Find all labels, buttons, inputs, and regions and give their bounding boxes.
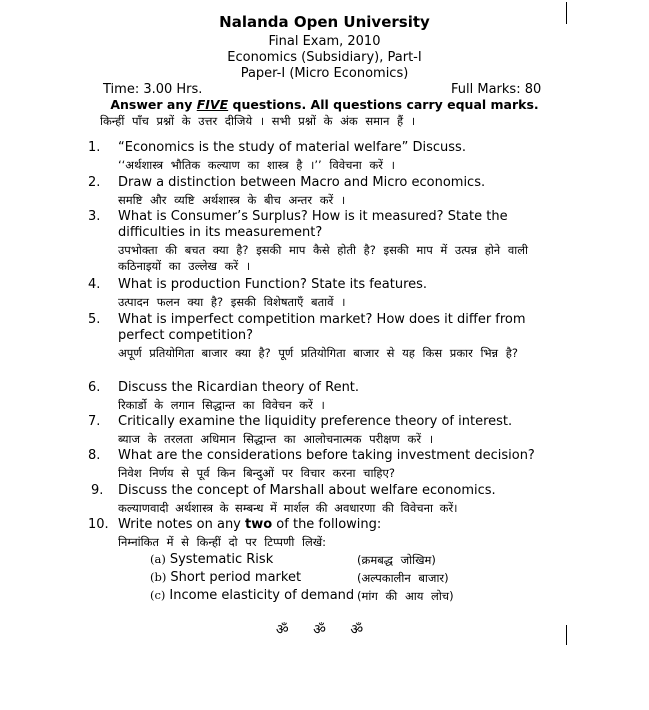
exam-title: Final Exam, 2010: [268, 34, 381, 49]
instruction-post: questions. All questions carry equal marks.: [228, 97, 539, 112]
paper-title: Paper-I (Micro Economics): [240, 66, 409, 81]
question-text-english: What is production Function? State its features.: [118, 277, 428, 292]
subitem-letter: (c): [150, 588, 166, 602]
subitem-b: [150, 570, 301, 585]
question-text-hindi: समष्टि और व्यष्टि अर्थशास्त्र के बीच अन्तर करें ।: [118, 193, 346, 207]
question-text-hindi: उत्पादन फलन क्या है? इसकी विशेषताएँ बतावें ।: [118, 295, 346, 309]
question-text-english: Draw a distinction between Macro and Micro economics.: [118, 175, 486, 190]
subitem-hindi: (मांग की आय लोच): [357, 589, 454, 603]
question-text-hindi: ‘‘अर्थशास्त्र भौतिक कल्याण का शास्त्र है ।’’ विवेचना करें ।: [118, 158, 395, 172]
exam-time: Time: 3.00 Hrs.: [103, 82, 203, 97]
question-text-hindi: कल्याणवादी अर्थशास्त्र के सम्बन्ध में मार्शल की अवधारणा की विवेचना करें।: [118, 501, 458, 515]
q10-bold: two: [245, 517, 273, 532]
question-number: 7.: [88, 414, 101, 429]
question-number: 6.: [88, 380, 101, 395]
question-text-hindi: उपभोक्ता की बचत क्या है? इसकी माप कैसे होती है? इसकी माप में उत्पन्न होने वाली कठिनाइयों का उल्लेख करें ।: [118, 243, 528, 273]
subitem-a: [150, 552, 273, 567]
subitem-text: Short period market: [170, 570, 302, 585]
question-text-hindi: अपूर्ण प्रतियोगिता बाजार क्या है? पूर्ण प्रतियोगिता बाजार से यह किस प्रकार भिन्न है?: [118, 346, 518, 360]
instruction-hindi: किन्हीं पाँच प्रश्नों के उत्तर दीजिये । सभी प्रश्नों के अंक समान हैं ।: [100, 114, 416, 128]
instruction-english: [0, 97, 649, 112]
subitem-hindi: (क्रमबद्ध जोखिम): [357, 553, 436, 567]
question-number: 10.: [88, 517, 109, 532]
university-name: Nalanda Open University: [219, 13, 430, 31]
q10-pre: Write notes on any: [118, 517, 246, 532]
footer-symbols: ॐ ॐ ॐ: [275, 622, 374, 638]
question-text-hindi: रिकार्डो के लगान सिद्धान्त का विवेचन करें ।: [118, 398, 325, 412]
subject-title: Economics (Subsidiary), Part-I: [227, 50, 422, 65]
question-number: 5.: [88, 312, 101, 327]
question-text-english: Critically examine the liquidity preference theory of interest.: [118, 414, 513, 429]
question-number: 9.: [91, 483, 104, 498]
question-text-english: Discuss the concept of Marshall about welfare economics.: [118, 483, 496, 498]
question-number: 8.: [88, 448, 101, 463]
question-text-hindi: ब्याज के तरलता अधिमान सिद्धान्त का आलोचनात्मक परीक्षण करें ।: [118, 432, 434, 446]
question-text-english: Discuss the Ricardian theory of Rent.: [118, 380, 360, 395]
subitem-hindi: (अल्पकालीन बाजार): [357, 571, 449, 585]
question-text-hindi: निवेश निर्णय से पूर्व किन बिन्दुओं पर विचार करना चाहिए?: [118, 466, 395, 480]
instruction-pre: Answer any: [110, 97, 197, 112]
subitem-text: Systematic Risk: [169, 552, 274, 567]
instruction-five: FIVE: [196, 97, 229, 112]
subitem-c: [150, 588, 354, 603]
question-text-english: What is Consumer’s Surplus? How is it measured? State the difficulties in its measurement?: [118, 209, 508, 240]
question-text-english: [118, 517, 548, 533]
question-number: 2.: [88, 175, 101, 190]
question-text-english: What are the considerations before taking investment decision?: [118, 448, 535, 463]
q10-post: of the following:: [272, 517, 382, 532]
question-number: 1.: [88, 140, 101, 155]
question-text-english: “Economics is the study of material welfare” Discuss.: [118, 140, 466, 155]
question-text-english: What is imperfect competition market? How does it differ from perfect competition?: [118, 312, 526, 343]
subitem-text: Income elasticity of demand: [169, 588, 355, 603]
question-number: 4.: [88, 277, 101, 292]
question-number: 3.: [88, 209, 101, 224]
question-text-hindi: निम्नांकित में से किन्हीं दो पर टिप्पणी लिखें:: [118, 535, 327, 549]
full-marks: Full Marks: 80: [451, 82, 542, 97]
subitem-letter: (b): [150, 570, 167, 584]
subitem-letter: (a): [150, 552, 166, 566]
